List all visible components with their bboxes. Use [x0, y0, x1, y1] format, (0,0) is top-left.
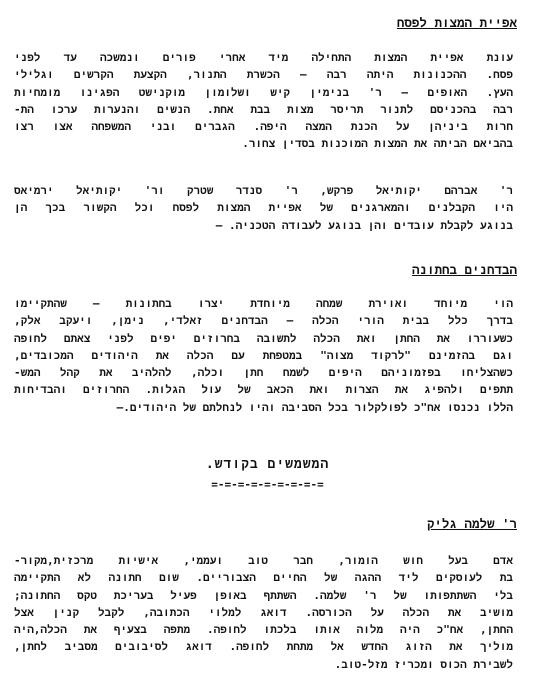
text-line: הללו נכנסו אח"כ לפולקלור בכל הסביבה והיו לנחלתם של היהודים.– — [116, 400, 513, 414]
decorative-divider: =-=-=-=-=-=-=-=-= — [211, 478, 324, 491]
text-line: לשבירת הכוס ומכריז מזל-טוב. — [334, 657, 513, 671]
text-line: חרות ביניהן על הכנת המצה היפה. הגברים ובני המשפחה אצו רצו — [14, 120, 513, 134]
text-line: אדם בעל חוש הומור, חבר טוב ועממי, אישיות מרכזית,מקור- — [14, 554, 513, 567]
text-line: הוי מיוחד ואוירת שמחה מיוחדת יצרו בחתונות – שהתקיימו — [14, 297, 513, 310]
text-line: בנוגע לקבלת עובדים והן בנוגע לעבודה הטכניה. – — [215, 218, 513, 232]
section-heading-wedding-jesters: הבדחנים בחתונה — [411, 262, 517, 277]
text-line: היו הקבלנים והמארגנים של אפיית המצות לפסח וכל הקשור בכך הן — [14, 201, 513, 215]
text-line: בלי השתתפותו של ר' שלמה. השתתף באופן פעיל בעריכת טקס החתונה; — [14, 588, 513, 602]
text-line: החתן, אח"כ היה מלוה אותו בלכתו לחופה. מתפה בצעיף את הכלה,היה — [14, 623, 513, 637]
text-line: בת לעוסקים ליד ההגה של החיים הצבוריים. שום חתונה לא התקיימה — [14, 571, 513, 585]
text-line: בהביאם הביתה את המצות המוכנות בסדין צחור. — [242, 137, 513, 151]
centered-section-title: המשמשים בקודש. — [205, 457, 330, 472]
text-line: עונת אפיית המצות התחילה מיד אחרי פורים ונמשכה עד לפני — [14, 51, 513, 64]
paragraph-matzah-organizers — [14, 182, 513, 234]
text-line: וגם בהזמינם "לרקוד מצוה" במטפחת עם הכלה את היהודים המכובדים, — [14, 348, 513, 362]
text-line: פסח. ההכנונות היתה רבה – הכשרת התנור, הקצעת הקרשים וגלילי — [14, 68, 513, 82]
text-line: תתפים ולהפיג את הצרות ואת הכאב של עול הגלות. החרוזים והבדיחות — [14, 383, 513, 397]
text-line: מושיב את הכלה על הכורסה. דואג למלוי הכתובה, לקבל קנין אצל — [14, 605, 513, 619]
text-line: בדרך כלל בבית הורי הכלה – הבדחנים זאלדי, נימן, ויעקב אלק, — [14, 314, 513, 328]
section-heading-shlomo-glick: ר' שלמה גליק — [426, 516, 517, 531]
text-line: העץ. האופים – ר' בנימין קיש ושלומון מוקנישט הפגינו מומחיות — [14, 85, 513, 99]
text-line: ר' אברהם יקותיאל פרקש, ר' סנדר שטרק ור' יקותיאל ירמיאס — [14, 184, 513, 197]
text-line: כשעוררו את החתן ואת הכלה לתשובה בחרוזים יפים לפני צאתם לחופה — [14, 331, 513, 345]
paragraph-wedding-jesters — [14, 295, 513, 416]
text-line: כשהצליחו בפזמוניהם היפים לשמח חתן וכלה, להלהיב את קהל המש- — [14, 366, 513, 380]
section-heading-matzah-baking: אפיית המצות לפסח — [396, 15, 517, 30]
text-line: רבה בהכניסם לתנור תריסר מצות בבת אחת. הנשים והנערות ערכו הת- — [14, 102, 513, 116]
text-line: מוליך את הזוג החדש אל מתחת לחופה. דואג לסיבובים מסביב לחתן, — [14, 640, 513, 654]
paragraph-shlomo-glick — [14, 552, 513, 673]
paragraph-matzah-season — [14, 49, 513, 153]
